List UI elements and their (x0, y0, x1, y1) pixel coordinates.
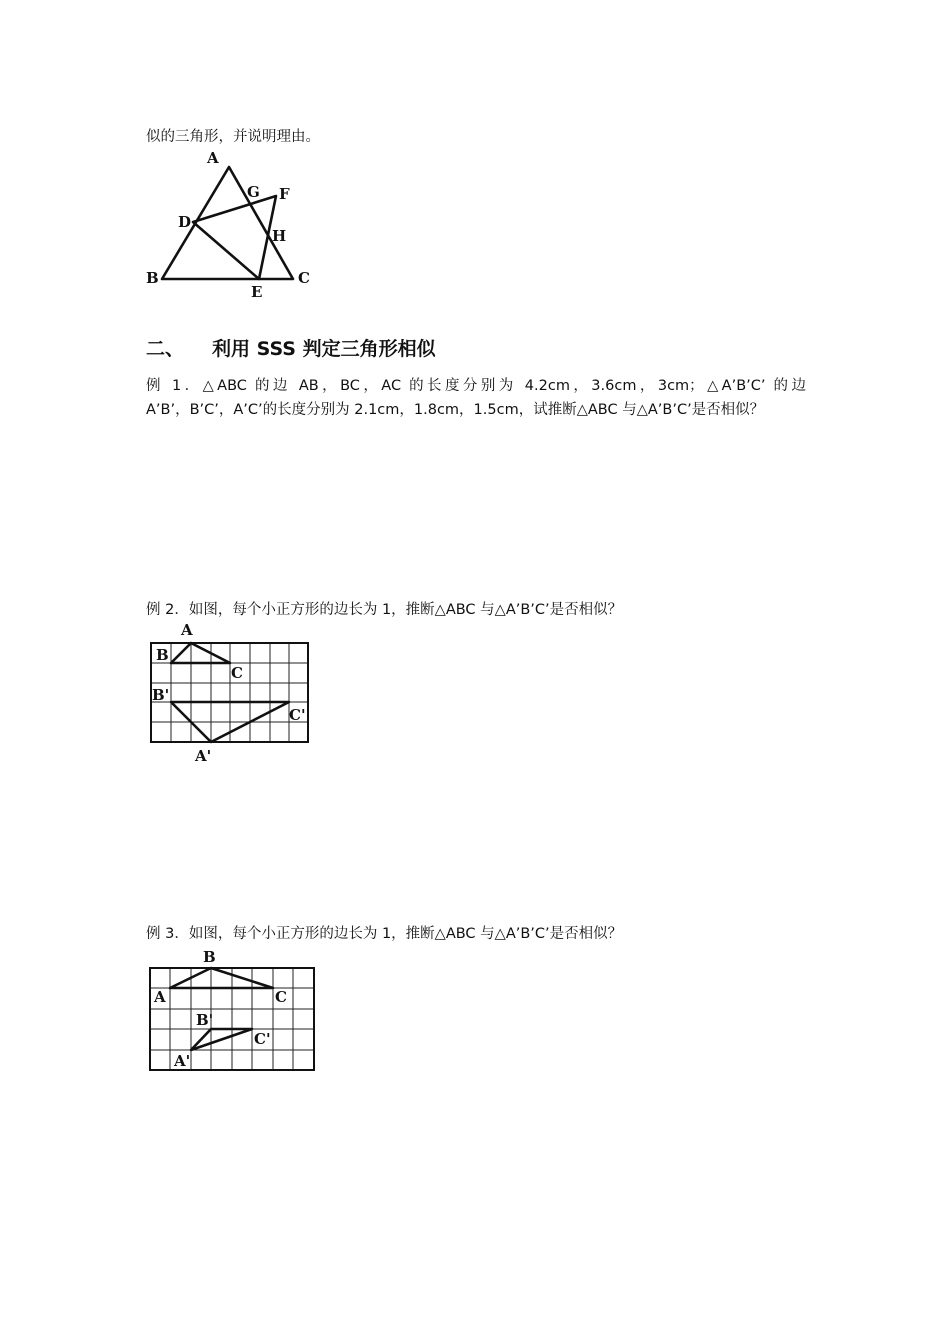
example2-text: 例 2．如图，每个小正方形的边长为 1，推断△ABC 与△A’B’C’是否相似？ (146, 602, 623, 618)
example2-label-b: B (156, 646, 169, 664)
figure1-label-h: H (272, 227, 287, 245)
example1-line1: 例 1．△ABC 的边 AB，BC，AC 的长度分别为 4.2cm，3.6cm，3cm；△A’B’C’ 的边 (146, 378, 806, 394)
figure1-label-g: G (247, 183, 260, 201)
example3-label-b-prime: B' (196, 1011, 214, 1029)
example3-text: 例 3．如图，每个小正方形的边长为 1，推断△ABC 与△A’B’C’是否相似？ (146, 926, 623, 942)
section-title: 利用 SSS 判定三角形相似 (212, 338, 436, 360)
example3-label-b: B (203, 948, 216, 966)
example3-label-a: A (154, 988, 166, 1006)
example3-label-c-prime: C' (254, 1030, 271, 1048)
figure1-label-e: E (251, 283, 263, 301)
example3-label-a-prime: A' (174, 1052, 191, 1070)
figure1-label-c: C (298, 269, 310, 287)
figure1-label-a: A (207, 149, 219, 167)
example1-line2: A’B’，B’C’，A’C’的长度分别为 2.1cm，1.8cm，1.5cm，试推断△ABC 与△A’B’C’是否相似？ (146, 402, 765, 418)
figure-grid-example2 (140, 618, 340, 768)
figure1-label-b: B (146, 269, 159, 287)
example2-label-a: A (181, 621, 193, 639)
example2-label-a-prime: A' (195, 747, 212, 765)
example3-label-c: C (275, 988, 287, 1006)
example2-label-b-prime: B' (152, 686, 170, 704)
figure-triangle-def (140, 145, 340, 301)
section-number: 二、 (146, 338, 185, 360)
section-heading (146, 334, 436, 361)
figure1-label-f: F (279, 185, 290, 203)
intro-line: 似的三角形，并说明理由。 (146, 129, 320, 145)
figure1-label-d: D (178, 213, 192, 231)
figure-grid-example3 (140, 945, 340, 1095)
example2-label-c: C (231, 664, 243, 682)
example2-label-c-prime: C' (289, 706, 306, 724)
